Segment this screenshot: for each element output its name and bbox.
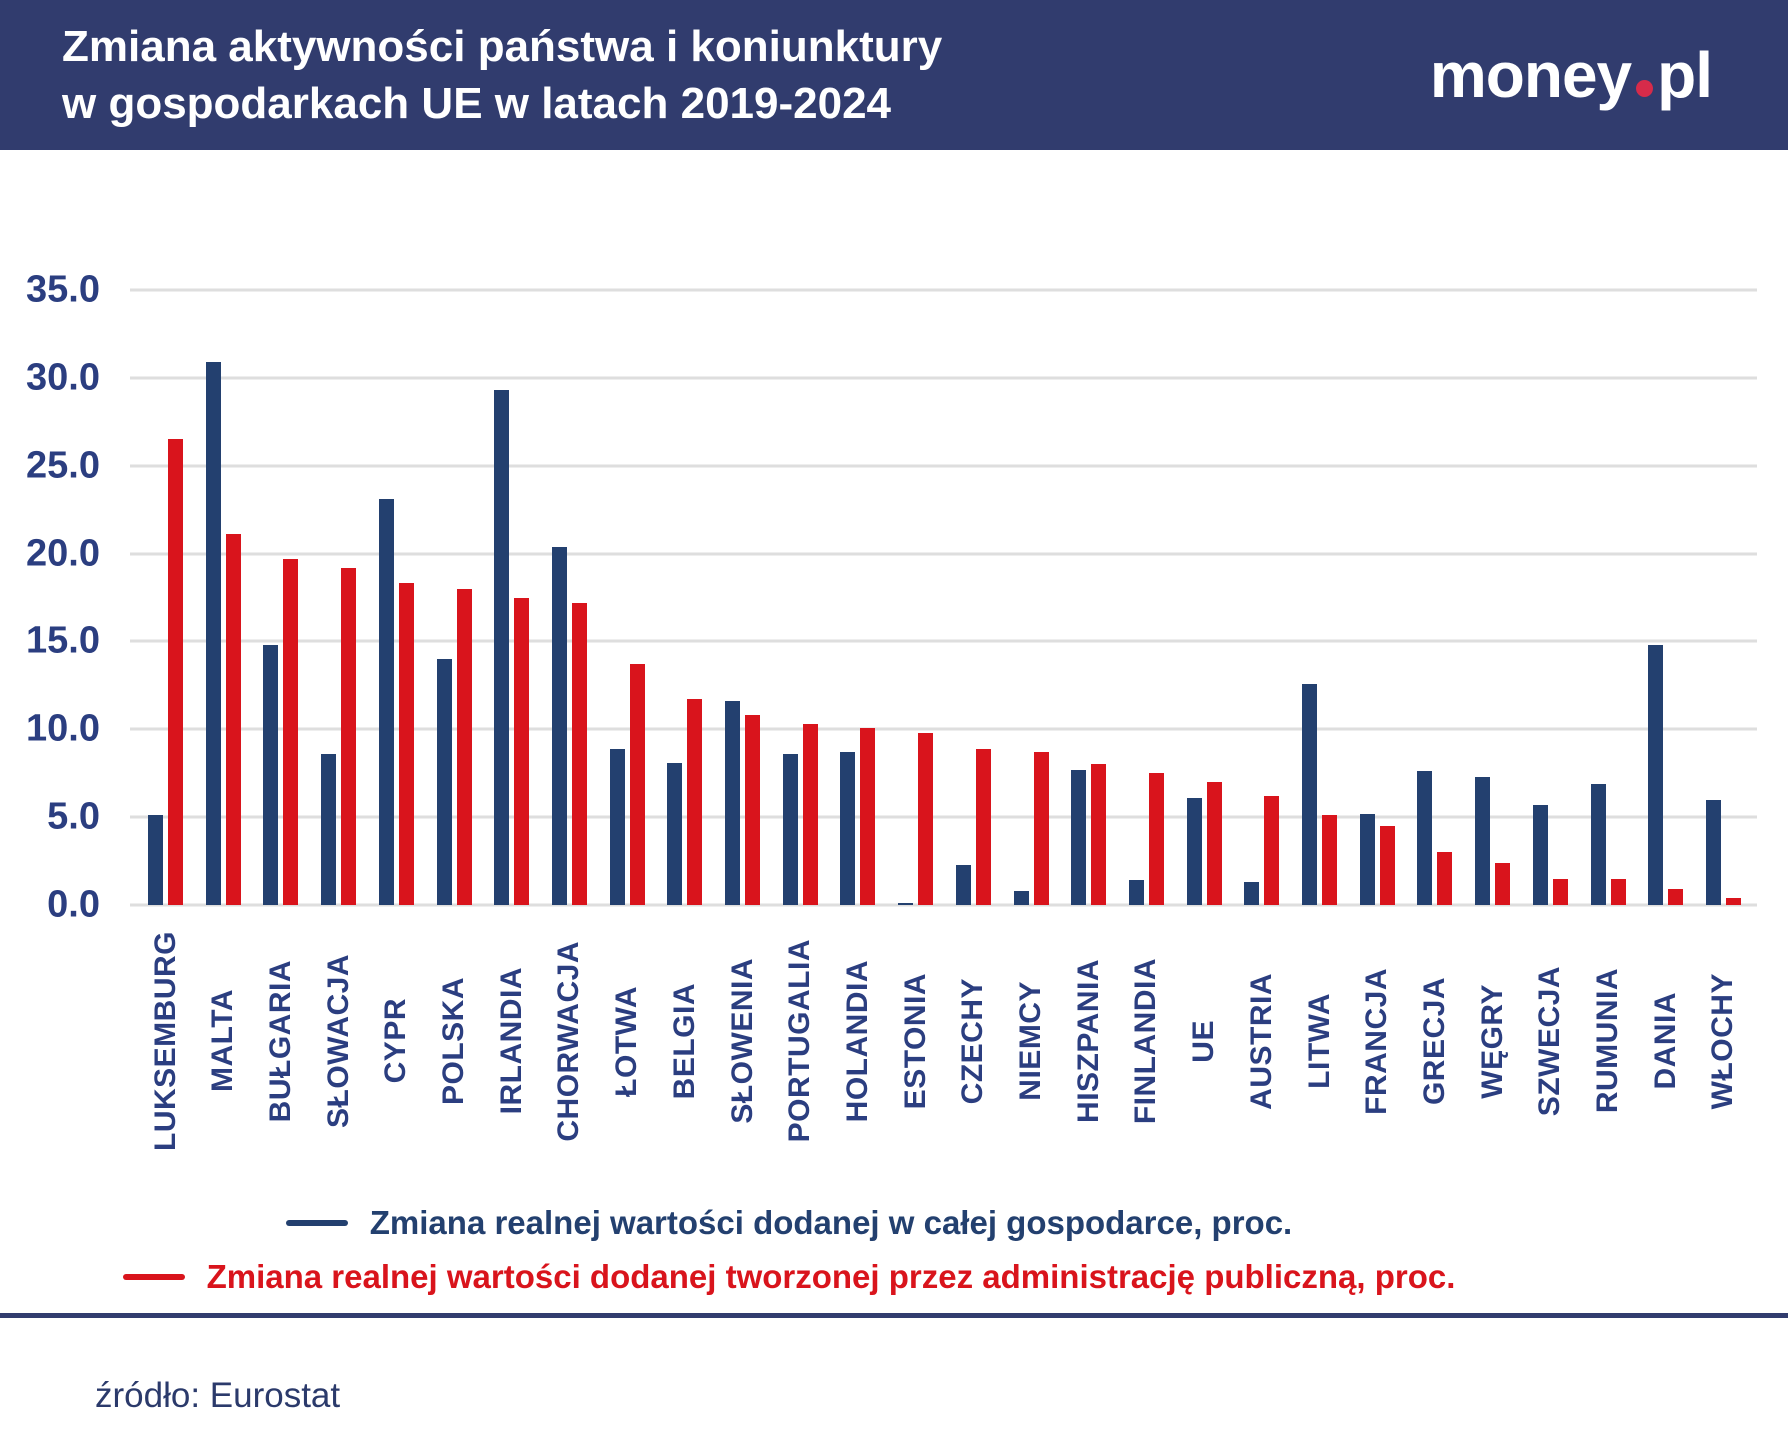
- y-axis-tick-label: 20.0: [26, 532, 100, 575]
- x-axis-label: [1014, 905, 1049, 1177]
- x-axis-label-text: LUKSEMBURG: [148, 931, 182, 1151]
- bar-public-admin: [1207, 782, 1222, 905]
- x-axis-label: [610, 905, 645, 1177]
- x-axis-label: [321, 905, 356, 1177]
- page-title-line1: Zmiana aktywności państwa i koniunktury: [62, 21, 943, 71]
- bar-group: [552, 290, 587, 905]
- bar-public-admin: [168, 439, 183, 905]
- bar-public-admin: [1322, 815, 1337, 905]
- x-axis-label-text: ESTONIA: [898, 972, 932, 1110]
- x-axis-label-text: HISZPANIA: [1071, 959, 1105, 1123]
- legend-item-public-admin: [123, 1257, 1456, 1297]
- bar-economy: [552, 547, 567, 905]
- bar-group: [379, 290, 414, 905]
- bar-public-admin: [1149, 773, 1164, 905]
- bar-public-admin: [226, 534, 241, 905]
- bar-group: [148, 290, 183, 905]
- money-pl-logo: [1430, 38, 1712, 112]
- bar-group: [1244, 290, 1279, 905]
- y-axis-tick-label: 25.0: [26, 444, 100, 487]
- bar-public-admin: [283, 559, 298, 905]
- bar-economy: [1014, 891, 1029, 905]
- x-axis-label-text: SŁOWACJA: [321, 953, 355, 1128]
- x-axis-label: [1648, 905, 1683, 1177]
- bar-economy: [667, 763, 682, 905]
- x-axis-label-text: UE: [1187, 1019, 1221, 1063]
- bar-group: [840, 290, 875, 905]
- x-axis-label: [1475, 905, 1510, 1177]
- x-axis-label-text: AUSTRIA: [1244, 972, 1278, 1110]
- bar-group: [956, 290, 991, 905]
- bar-group: [1591, 290, 1626, 905]
- bar-public-admin: [687, 699, 702, 905]
- x-axis-label-text: GRECJA: [1417, 976, 1451, 1106]
- x-axis-label: [1071, 905, 1106, 1177]
- x-axis-label: [552, 905, 587, 1177]
- bar-public-admin: [399, 583, 414, 905]
- bar-economy: [1360, 814, 1375, 905]
- legend: [0, 1203, 1683, 1297]
- bar-public-admin: [1611, 879, 1626, 905]
- legend-label-public-admin: Zmiana realnej wartości dodanej tworzonej przez administrację publiczną, proc.: [206, 1258, 1456, 1295]
- y-axis-tick-label: 35.0: [26, 268, 100, 311]
- x-axis-label: [1302, 905, 1337, 1177]
- bar-group: [1302, 290, 1337, 905]
- x-axis-label: [783, 905, 818, 1177]
- bar-public-admin: [514, 598, 529, 906]
- bar-economy: [1071, 770, 1086, 905]
- x-axis-label: [956, 905, 991, 1177]
- y-axis-tick-label: 0.0: [47, 883, 100, 926]
- bar-group: [321, 290, 356, 905]
- x-axis-label-text: NIEMCY: [1014, 981, 1048, 1101]
- bar-group: [1475, 290, 1510, 905]
- bar-public-admin: [745, 715, 760, 905]
- bar-public-admin: [1437, 852, 1452, 905]
- x-axis-label-text: HOLANDIA: [840, 959, 874, 1123]
- x-axis-label: [840, 905, 875, 1177]
- bar-economy: [1533, 805, 1548, 905]
- x-axis-labels: [130, 905, 1757, 1177]
- bar-economy: [148, 815, 163, 905]
- bar-group: [1360, 290, 1395, 905]
- bar-group: [1706, 290, 1741, 905]
- bar-economy: [1417, 771, 1432, 905]
- x-axis-label-text: IRLANDIA: [494, 967, 528, 1115]
- bar-economy: [956, 865, 971, 905]
- bar-economy: [898, 903, 913, 905]
- bar-economy: [725, 701, 740, 905]
- x-axis-label-text: RUMUNIA: [1591, 968, 1625, 1114]
- bar-public-admin: [630, 664, 645, 905]
- x-axis-label: [1244, 905, 1279, 1177]
- x-axis-label: [379, 905, 414, 1177]
- x-axis-label-text: POLSKA: [437, 976, 471, 1105]
- bar-economy: [437, 659, 452, 905]
- x-axis-label-text: FRANCJA: [1360, 967, 1394, 1115]
- x-axis-label-text: SZWECJA: [1533, 965, 1567, 1117]
- page-title-line2: w gospodarkach UE w latach 2019-2024: [62, 79, 892, 128]
- y-axis-tick-label: 10.0: [26, 707, 100, 750]
- x-axis-label-text: ŁOTWA: [610, 985, 644, 1097]
- x-axis-label-text: CHORWACJA: [552, 940, 586, 1142]
- bar-economy: [1187, 798, 1202, 905]
- bar-economy: [263, 645, 278, 905]
- bar-economy: [321, 754, 336, 905]
- bar-economy: [1475, 777, 1490, 905]
- x-axis-label-text: SŁOWENIA: [725, 958, 759, 1124]
- bar-group: [1417, 290, 1452, 905]
- x-axis-label-text: CYPR: [379, 998, 413, 1084]
- x-axis-label-text: PORTUGALIA: [783, 939, 817, 1143]
- bar-group: [1648, 290, 1683, 905]
- bar-group: [1187, 290, 1222, 905]
- bar-public-admin: [1264, 796, 1279, 905]
- x-axis-label: [898, 905, 933, 1177]
- x-axis-label-text: DANIA: [1648, 992, 1682, 1090]
- bar-economy: [1706, 800, 1721, 905]
- bar-economy: [1244, 882, 1259, 905]
- bar-public-admin: [803, 724, 818, 905]
- x-axis-label-text: WĘGRY: [1475, 983, 1509, 1099]
- x-axis-label-text: MALTA: [206, 989, 240, 1093]
- bar-public-admin: [1726, 898, 1741, 905]
- x-axis-label: [1360, 905, 1395, 1177]
- bar-economy: [840, 752, 855, 905]
- x-axis-label-text: CZECHY: [956, 977, 990, 1105]
- header: [0, 0, 1788, 150]
- x-axis-label: [206, 905, 241, 1177]
- x-axis-label-text: FINLANDIA: [1129, 957, 1163, 1125]
- bar-group: [263, 290, 298, 905]
- x-axis-label: [1187, 905, 1222, 1177]
- bar-economy: [379, 499, 394, 905]
- legend-swatch-public-admin: [123, 1274, 185, 1280]
- bar-economy: [1302, 684, 1317, 905]
- bar-group: [667, 290, 702, 905]
- plot-area: [26, 268, 1757, 926]
- bar-economy: [206, 362, 221, 905]
- bar-public-admin: [341, 568, 356, 905]
- x-axis-label: [667, 905, 702, 1177]
- bar-group: [1071, 290, 1106, 905]
- bar-economy: [1129, 880, 1144, 905]
- source-text: źródło: Eurostat: [95, 1376, 341, 1415]
- bar-public-admin: [1091, 764, 1106, 905]
- x-axis-label: [1706, 905, 1741, 1177]
- bar-public-admin: [1553, 879, 1568, 905]
- bar-group: [1533, 290, 1568, 905]
- logo-text-money: money: [1429, 39, 1632, 111]
- bar-group: [783, 290, 818, 905]
- y-axis-tick-label: 5.0: [47, 795, 100, 838]
- bar-group: [610, 290, 645, 905]
- bar-public-admin: [1034, 752, 1049, 905]
- bar-group: [437, 290, 472, 905]
- chart-section: [0, 268, 1788, 1297]
- x-axis-label: [1533, 905, 1568, 1177]
- x-axis-label: [494, 905, 529, 1177]
- x-axis-label-text: BELGIA: [667, 982, 701, 1100]
- x-axis-label: [725, 905, 760, 1177]
- x-axis-label: [437, 905, 472, 1177]
- x-axis-label: [1591, 905, 1626, 1177]
- legend-label-economy: Zmiana realnej wartości dodanej w całej gospodarce, proc.: [369, 1204, 1293, 1241]
- x-axis-label: [148, 905, 183, 1177]
- bar-public-admin: [918, 733, 933, 905]
- x-axis-label-text: BUŁGARIA: [263, 959, 297, 1123]
- bar-economy: [1591, 784, 1606, 905]
- legend-item-economy: [286, 1203, 1292, 1243]
- bar-economy: [783, 754, 798, 905]
- bar-economy: [494, 390, 509, 905]
- bar-public-admin: [860, 728, 875, 905]
- bar-group: [898, 290, 933, 905]
- bar-public-admin: [1380, 826, 1395, 905]
- x-axis-label-text: WŁOCHY: [1706, 972, 1740, 1110]
- y-axis-tick-label: 15.0: [26, 619, 100, 662]
- x-axis-label: [263, 905, 298, 1177]
- logo-text-pl: pl: [1657, 39, 1712, 111]
- bar-public-admin: [1668, 889, 1683, 905]
- bar-economy: [610, 749, 625, 905]
- bar-group: [725, 290, 760, 905]
- bar-group: [1129, 290, 1164, 905]
- bar-public-admin: [572, 603, 587, 905]
- logo-dot-icon: [1636, 80, 1653, 97]
- bar-public-admin: [1495, 863, 1510, 905]
- page-title: [62, 18, 942, 132]
- x-axis-label: [1417, 905, 1452, 1177]
- y-axis-tick-label: 30.0: [26, 356, 100, 399]
- footer: [0, 1313, 1788, 1416]
- bar-public-admin: [976, 749, 991, 905]
- legend-swatch-economy: [286, 1220, 348, 1226]
- bar-economy: [1648, 645, 1663, 905]
- bar-group: [1014, 290, 1049, 905]
- footer-divider: [0, 1313, 1788, 1318]
- bar-group: [494, 290, 529, 905]
- x-axis-label: [1129, 905, 1164, 1177]
- bar-public-admin: [457, 589, 472, 905]
- bars-row: [130, 290, 1757, 905]
- x-axis-label-text: LITWA: [1302, 993, 1336, 1089]
- bar-group: [206, 290, 241, 905]
